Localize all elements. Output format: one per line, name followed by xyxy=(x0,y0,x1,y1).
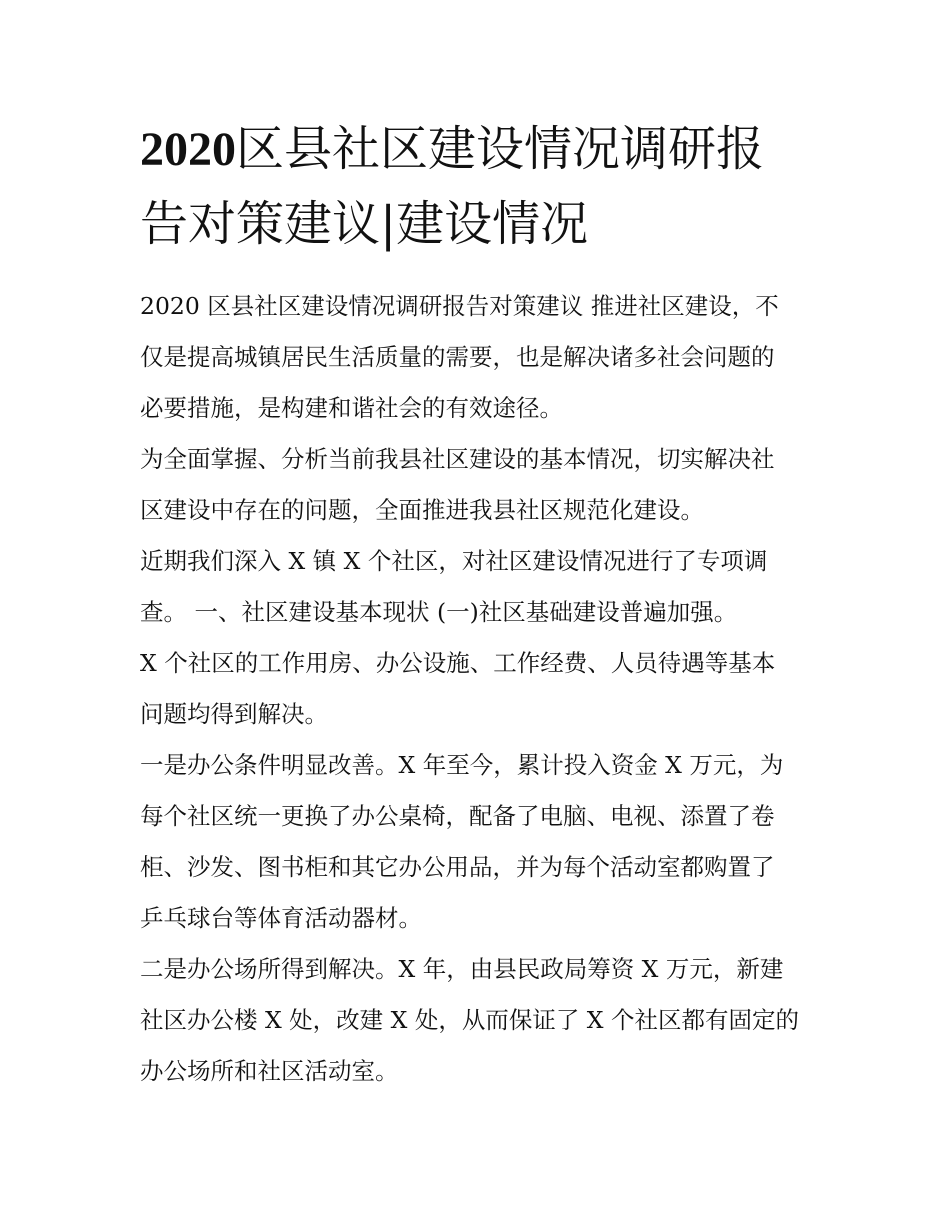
paragraph-line: 仅是提高城镇居民生活质量的需要，也是解决诸多社会问题的 xyxy=(140,343,775,371)
paragraph-line: 查。 一、社区建设基本现状 (一)社区基础建设普遍加强。 xyxy=(140,598,738,626)
paragraph-2 xyxy=(140,434,816,536)
paragraph-line: 一是办公条件明显改善。X 年至今，累计投入资金 X 万元，为 xyxy=(140,751,784,779)
title-year: 2020 xyxy=(140,123,236,176)
paragraph-line: 为全面掌握、分析当前我县社区建设的基本情况，切实解决社 xyxy=(140,445,775,473)
title-line-1-text: 区县社区建设情况调研报 xyxy=(236,121,765,177)
paragraph-line: 问题均得到解决。 xyxy=(140,700,328,728)
paragraph-line: 乒乓球台等体育活动器材。 xyxy=(140,904,422,932)
paragraph-line: X 个社区的工作用房、办公设施、工作经费、人员待遇等基本 xyxy=(140,649,776,677)
paragraph-line: 二是办公场所得到解决。X 年，由县民政局筹资 X 万元，新建 xyxy=(140,955,784,983)
paragraph-1 xyxy=(140,281,816,434)
paragraph-line: 区建设中存在的问题，全面推进我县社区规范化建设。 xyxy=(140,496,704,524)
paragraph-line: 必要措施，是构建和谐社会的有效途径。 xyxy=(140,394,563,422)
paragraph-line: 柜、沙发、图书柜和其它办公用品，并为每个活动室都购置了 xyxy=(140,853,775,881)
paragraph-line: 每个社区统一更换了办公桌椅，配备了电脑、电视、添置了卷 xyxy=(140,802,775,830)
paragraph-5 xyxy=(140,740,816,944)
paragraph-line: 社区办公楼 X 处，改建 X 处，从而保证了 X 个社区都有固定的 xyxy=(140,1006,800,1034)
paragraph-3 xyxy=(140,536,816,638)
title-line-1 xyxy=(140,112,816,187)
document-page xyxy=(140,112,816,1097)
paragraph-line: 办公场所和社区活动室。 xyxy=(140,1057,399,1085)
paragraph-line: 近期我们深入 X 镇 X 个社区，对社区建设情况进行了专项调 xyxy=(140,547,768,575)
paragraph-4 xyxy=(140,638,816,740)
document-title xyxy=(140,112,816,261)
paragraph-line: 2020 区县社区建设情况调研报告对策建议 推进社区建设，不 xyxy=(140,292,779,320)
title-line-2: 告对策建议|建设情况 xyxy=(140,196,589,252)
paragraph-6 xyxy=(140,944,816,1097)
